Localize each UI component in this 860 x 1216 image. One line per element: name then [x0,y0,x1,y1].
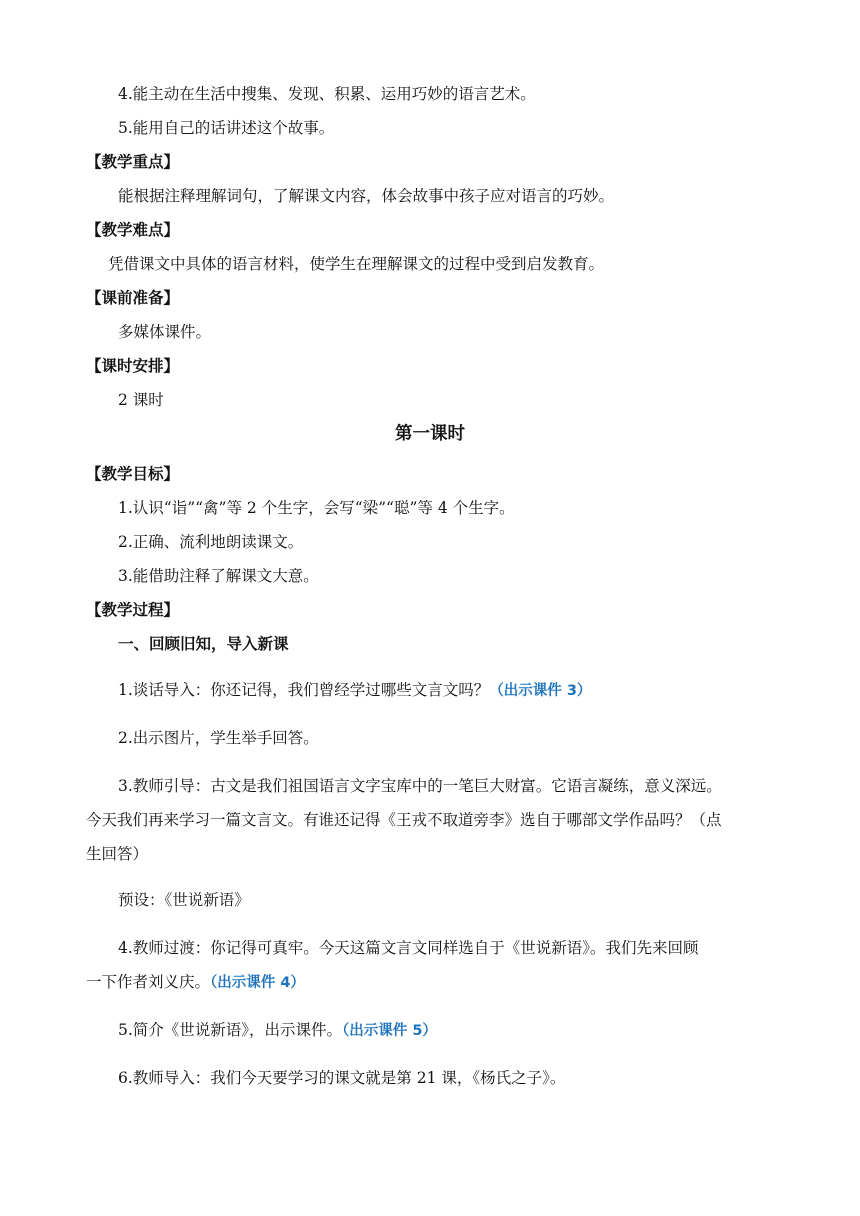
courseware-5-link[interactable]: （出示课件 5） [342,1023,437,1039]
courseware-4-link[interactable]: （出示课件 4） [210,975,305,991]
step-4-line-1: 4.教师过渡：你记得可真牢。今天这篇文言文同样选自于《世说新语》。我们先来回顾 [118,939,699,957]
step-3-line-1: 3.教师引导：古文是我们祖国语言文字宝库中的一笔巨大财富。它语言凝练，意义深远。 [118,777,722,795]
step-5-text: 5.简介《世说新语》，出示课件。 [118,1021,343,1039]
courseware-3-link[interactable]: （出示课件 3） [489,683,592,699]
goal-2: 2.正确、流利地朗读课文。 [118,533,304,551]
difficulty-text: 凭借课文中具体的语言材料，使学生在理解课文的过程中受到启发教育。 [108,255,605,273]
step-5 [118,1019,437,1042]
process-heading: 【教学过程】 [86,601,180,619]
preparation-text: 多媒体课件。 [118,323,212,341]
preset-answer: 预设：《世说新语》 [118,891,250,909]
focus-text: 能根据注释理解词句，了解课文内容，体会故事中孩子应对语言的巧妙。 [118,187,615,205]
section-1-title: 一、回顾旧知，导入新课 [118,635,289,653]
step-1-text: 1.谈话导入：你还记得，我们曾经学过哪些文言文吗？ [118,681,490,699]
goal-3: 3.能借助注释了解课文大意。 [118,567,319,585]
goals-heading: 【教学目标】 [86,465,180,483]
objective-4: 4.能主动在生活中搜集、发现、积累、运用巧妙的语言艺术。 [118,85,536,103]
step-4-text: 一下作者刘义庆。 [86,973,211,991]
step-3-line-2: 今天我们再来学习一篇文言文。有谁还记得《王戎不取道旁李》选自于哪部文学作品吗？（点 [86,811,722,829]
schedule-text: 2 课时 [118,391,164,409]
objective-5: 5.能用自己的话讲述这个故事。 [118,119,335,137]
step-4-line-2 [86,971,305,994]
step-6: 6.教师导入：我们今天要学习的课文就是第 21 课，《杨氏之子》。 [118,1069,566,1087]
goal-1: 1.认识“诣”“禽”等 2 个生字，会写“梁”“聪”等 4 个生字。 [118,499,515,517]
step-1 [118,679,591,702]
step-2: 2.出示图片，学生举手回答。 [118,729,319,747]
focus-heading: 【教学重点】 [86,153,180,171]
step-3-line-3: 生回答） [86,845,149,863]
difficulty-heading: 【教学难点】 [86,221,180,239]
preparation-heading: 【课前准备】 [86,289,180,307]
lesson-title: 第一课时 [395,424,465,444]
schedule-heading: 【课时安排】 [86,357,180,375]
